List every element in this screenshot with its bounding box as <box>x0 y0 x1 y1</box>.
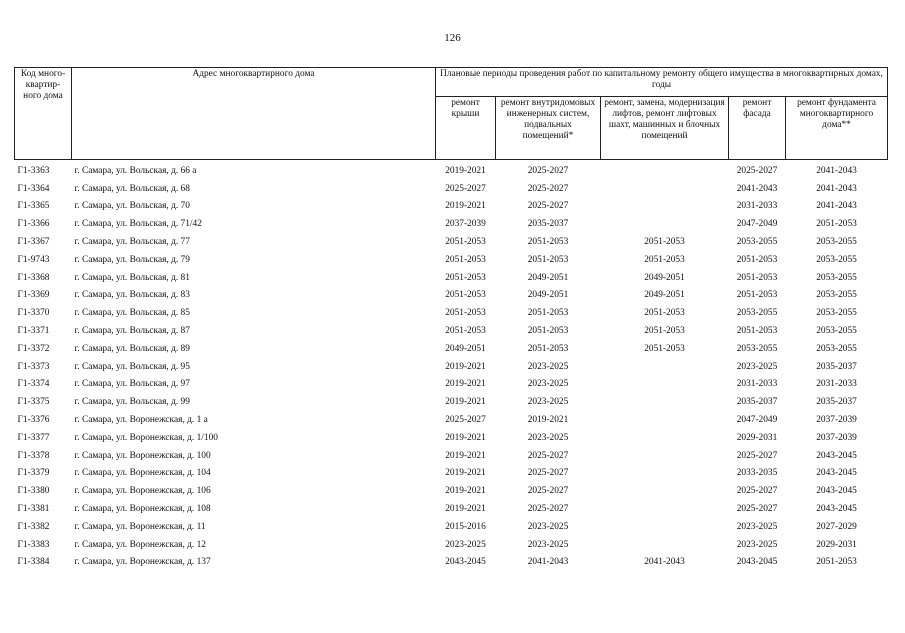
cell-facade: 2031-2033 <box>736 201 778 212</box>
cell-code: Г1-3373 <box>17 361 50 372</box>
table-row <box>15 411 888 429</box>
cell-code: Г1-3383 <box>17 539 50 550</box>
cell-code: Г1-3384 <box>17 557 50 568</box>
table-row <box>15 376 888 394</box>
cell-address: г. Самара, ул. Вольская, д. 85 <box>74 308 190 319</box>
cell-address: г. Самара, ул. Вольская, д. 87 <box>74 326 190 337</box>
cell-address: г. Самара, ул. Воронежская, д. 12 <box>74 539 206 550</box>
cell-systems: 2023-2025 <box>527 521 569 532</box>
cell-address: г. Самара, ул. Вольская, д. 89 <box>74 343 190 354</box>
cell-elevator <box>601 500 729 518</box>
cell-facade: 2053-2055 <box>736 343 778 354</box>
cell-code: Г1-3372 <box>17 343 50 354</box>
header-systems: ремонт внутридомовых инженерных систем, подвальных помещений* <box>496 97 601 160</box>
cell-elevator: 2049-2051 <box>644 272 685 283</box>
cell-code: Г1-3376 <box>17 415 50 426</box>
cell-roof: 2019-2021 <box>445 361 486 372</box>
cell-code: Г1-3377 <box>17 432 50 443</box>
cell-elevator: 2051-2053 <box>644 343 685 354</box>
header-facade: ремонт фасада <box>729 97 786 160</box>
cell-elevator: 2051-2053 <box>644 308 685 319</box>
cell-facade: 2051-2053 <box>736 272 778 283</box>
cell-foundation: 2041-2043 <box>816 183 857 194</box>
cell-elevator <box>601 393 729 411</box>
cell-elevator: 2051-2053 <box>644 326 685 337</box>
cell-systems: 2051-2053 <box>527 237 569 248</box>
table-row <box>15 322 888 340</box>
cell-elevator <box>601 376 729 394</box>
cell-systems: 2023-2025 <box>527 397 569 408</box>
cell-systems: 2025-2027 <box>527 165 569 176</box>
cell-foundation: 2053-2055 <box>816 254 857 265</box>
cell-systems: 2025-2027 <box>527 468 569 479</box>
cell-roof: 2025-2027 <box>445 415 486 426</box>
cell-foundation: 2041-2043 <box>816 201 857 212</box>
cell-code: Г1-3375 <box>17 397 50 408</box>
cell-foundation: 2037-2039 <box>816 415 857 426</box>
cell-facade: 2023-2025 <box>736 361 778 372</box>
cell-roof: 2015-2016 <box>445 521 486 532</box>
cell-foundation: 2029-2031 <box>816 539 857 550</box>
cell-facade: 2053-2055 <box>736 308 778 319</box>
cell-roof: 2049-2051 <box>445 343 486 354</box>
cell-foundation: 2053-2055 <box>816 308 857 319</box>
cell-facade: 2043-2045 <box>736 557 778 568</box>
cell-code: Г1-3364 <box>17 183 50 194</box>
cell-facade: 2051-2053 <box>736 254 778 265</box>
header-foundation: ремонт фундамента многоквартирного дома** <box>786 97 888 160</box>
cell-roof: 2043-2045 <box>445 557 486 568</box>
cell-code: Г1-3371 <box>17 326 50 337</box>
cell-code: Г1-3379 <box>17 468 50 479</box>
cell-facade: 2023-2025 <box>736 539 778 550</box>
cell-address: г. Самара, ул. Вольская, д. 66 а <box>74 165 197 176</box>
cell-systems: 2025-2027 <box>527 201 569 212</box>
cell-systems: 2025-2027 <box>527 486 569 497</box>
cell-systems: 2049-2051 <box>527 290 569 301</box>
cell-systems: 2023-2025 <box>527 432 569 443</box>
cell-elevator <box>601 536 729 554</box>
table-header <box>15 68 888 160</box>
cell-facade: 2035-2037 <box>736 397 778 408</box>
cell-foundation: 2035-2037 <box>816 361 857 372</box>
cell-foundation: 2051-2053 <box>816 219 857 230</box>
cell-code: Г1-3370 <box>17 308 50 319</box>
cell-address: г. Самара, ул. Вольская, д. 97 <box>74 379 190 390</box>
cell-foundation: 2041-2043 <box>816 165 857 176</box>
cell-code: Г1-3380 <box>17 486 50 497</box>
table-row <box>15 340 888 358</box>
cell-foundation: 2053-2055 <box>816 290 857 301</box>
cell-address: г. Самара, ул. Вольская, д. 79 <box>74 254 190 265</box>
table-row <box>15 518 888 536</box>
table-row <box>15 393 888 411</box>
cell-elevator: 2051-2053 <box>644 237 685 248</box>
cell-systems: 2051-2053 <box>527 308 569 319</box>
header-roof: ремонт крыши <box>436 97 496 160</box>
cell-facade: 2053-2055 <box>736 237 778 248</box>
table-row <box>15 251 888 269</box>
cell-elevator: 2049-2051 <box>644 290 685 301</box>
cell-systems: 2051-2053 <box>527 254 569 265</box>
cell-systems: 2025-2027 <box>527 450 569 461</box>
cell-roof: 2019-2021 <box>445 486 486 497</box>
cell-address: г. Самара, ул. Воронежская, д. 106 <box>74 486 211 497</box>
table-row <box>15 215 888 233</box>
cell-roof: 2019-2021 <box>445 379 486 390</box>
cell-address: г. Самара, ул. Вольская, д. 83 <box>74 290 190 301</box>
cell-facade: 2051-2053 <box>736 326 778 337</box>
cell-elevator <box>601 160 729 180</box>
cell-roof: 2051-2053 <box>445 272 486 283</box>
cell-systems: 2025-2027 <box>527 504 569 515</box>
table-row <box>15 500 888 518</box>
table-row <box>15 304 888 322</box>
cell-roof: 2019-2021 <box>445 468 486 479</box>
cell-foundation: 2053-2055 <box>816 272 857 283</box>
cell-address: г. Самара, ул. Воронежская, д. 11 <box>74 521 206 532</box>
cell-roof: 2019-2021 <box>445 504 486 515</box>
cell-foundation: 2053-2055 <box>816 343 857 354</box>
cell-elevator <box>601 215 729 233</box>
cell-code: Г1-3374 <box>17 379 50 390</box>
cell-roof: 2019-2021 <box>445 397 486 408</box>
cell-code: Г1-3365 <box>17 201 50 212</box>
cell-roof: 2051-2053 <box>445 290 486 301</box>
cell-facade: 2051-2053 <box>736 290 778 301</box>
header-address: Адрес многоквартирного дома <box>72 68 436 160</box>
cell-roof: 2019-2021 <box>445 450 486 461</box>
cell-code: Г1-3367 <box>17 237 50 248</box>
cell-roof: 2037-2039 <box>445 219 486 230</box>
cell-foundation: 2031-2033 <box>816 379 857 390</box>
cell-code: Г1-3381 <box>17 504 50 515</box>
cell-address: г. Самара, ул. Вольская, д. 71/42 <box>74 219 202 230</box>
cell-code: Г1-3369 <box>17 290 50 301</box>
cell-code: Г1-3363 <box>17 165 50 176</box>
cell-address: г. Самара, ул. Воронежская, д. 104 <box>74 468 211 479</box>
cell-foundation: 2053-2055 <box>816 237 857 248</box>
cell-roof: 2025-2027 <box>445 183 486 194</box>
cell-foundation: 2043-2045 <box>816 450 857 461</box>
cell-elevator <box>601 465 729 483</box>
cell-systems: 2041-2043 <box>527 557 569 568</box>
cell-systems: 2023-2025 <box>527 379 569 390</box>
table-body <box>15 160 888 572</box>
cell-address: г. Самара, ул. Вольская, д. 99 <box>74 397 190 408</box>
cell-elevator: 2041-2043 <box>644 557 685 568</box>
cell-systems: 2035-2037 <box>527 219 569 230</box>
cell-facade: 2025-2027 <box>736 450 778 461</box>
table-row <box>15 160 888 180</box>
table-row <box>15 269 888 287</box>
cell-elevator <box>601 482 729 500</box>
cell-facade: 2023-2025 <box>736 521 778 532</box>
cell-facade: 2033-2035 <box>736 468 778 479</box>
cell-facade: 2041-2043 <box>736 183 778 194</box>
cell-systems: 2025-2027 <box>527 183 569 194</box>
cell-systems: 2023-2025 <box>527 361 569 372</box>
cell-facade: 2025-2027 <box>736 504 778 515</box>
capital-repair-table <box>14 67 888 571</box>
cell-systems: 2049-2051 <box>527 272 569 283</box>
cell-foundation: 2053-2055 <box>816 326 857 337</box>
table-row <box>15 287 888 305</box>
header-code: Код много-квартир-ного дома <box>15 68 72 160</box>
cell-roof: 2023-2025 <box>445 539 486 550</box>
cell-address: г. Самара, ул. Воронежская, д. 108 <box>74 504 211 515</box>
table-row <box>15 429 888 447</box>
table-row <box>15 358 888 376</box>
cell-facade: 2025-2027 <box>736 165 778 176</box>
cell-address: г. Самара, ул. Вольская, д. 68 <box>74 183 190 194</box>
cell-foundation: 2043-2045 <box>816 468 857 479</box>
cell-address: г. Самара, ул. Воронежская, д. 1/100 <box>74 432 218 443</box>
cell-facade: 2025-2027 <box>736 486 778 497</box>
table-row <box>15 180 888 198</box>
cell-facade: 2047-2049 <box>736 415 778 426</box>
cell-elevator <box>601 518 729 536</box>
table-row <box>15 447 888 465</box>
table-row <box>15 536 888 554</box>
table-row <box>15 554 888 572</box>
cell-roof: 2019-2021 <box>445 165 486 176</box>
cell-systems: 2051-2053 <box>527 326 569 337</box>
cell-code: Г1-3378 <box>17 450 50 461</box>
cell-roof: 2051-2053 <box>445 254 486 265</box>
cell-address: г. Самара, ул. Вольская, д. 81 <box>74 272 190 283</box>
cell-roof: 2051-2053 <box>445 237 486 248</box>
cell-roof: 2019-2021 <box>445 201 486 212</box>
cell-code: Г1-9743 <box>17 254 50 265</box>
cell-elevator <box>601 180 729 198</box>
header-elevator: ремонт, замена, модернизация лифтов, ремонт лифтовых шахт, машинных и блочных помещений <box>601 97 729 160</box>
header-periods: Плановые периоды проведения работ по капитальному ремонту общего имущества в многоквартирных домах, годы <box>436 68 888 97</box>
cell-foundation: 2027-2029 <box>816 521 857 532</box>
cell-elevator <box>601 447 729 465</box>
table-row <box>15 465 888 483</box>
cell-foundation: 2043-2045 <box>816 486 857 497</box>
cell-address: г. Самара, ул. Воронежская, д. 137 <box>74 557 211 568</box>
cell-foundation: 2037-2039 <box>816 432 857 443</box>
cell-facade: 2029-2031 <box>736 432 778 443</box>
cell-systems: 2051-2053 <box>527 343 569 354</box>
cell-code: Г1-3368 <box>17 272 50 283</box>
cell-elevator: 2051-2053 <box>644 254 685 265</box>
cell-code: Г1-3382 <box>17 521 50 532</box>
cell-facade: 2047-2049 <box>736 219 778 230</box>
cell-facade: 2031-2033 <box>736 379 778 390</box>
cell-foundation: 2051-2053 <box>816 557 857 568</box>
table-row <box>15 198 888 216</box>
cell-foundation: 2043-2045 <box>816 504 857 515</box>
cell-address: г. Самара, ул. Воронежская, д. 1 а <box>74 415 208 426</box>
cell-address: г. Самара, ул. Вольская, д. 77 <box>74 237 190 248</box>
cell-elevator <box>601 411 729 429</box>
cell-address: г. Самара, ул. Вольская, д. 95 <box>74 361 190 372</box>
page-number: 126 <box>444 32 461 44</box>
table-row <box>15 233 888 251</box>
cell-roof: 2019-2021 <box>445 432 486 443</box>
cell-roof: 2051-2053 <box>445 308 486 319</box>
cell-code: Г1-3366 <box>17 219 50 230</box>
cell-elevator <box>601 429 729 447</box>
cell-foundation: 2035-2037 <box>816 397 857 408</box>
cell-systems: 2019-2021 <box>527 415 569 426</box>
cell-elevator <box>601 358 729 376</box>
cell-systems: 2023-2025 <box>527 539 569 550</box>
cell-address: г. Самара, ул. Вольская, д. 70 <box>74 201 190 212</box>
cell-roof: 2051-2053 <box>445 326 486 337</box>
cell-elevator <box>601 198 729 216</box>
table-row <box>15 482 888 500</box>
cell-address: г. Самара, ул. Воронежская, д. 100 <box>74 450 211 461</box>
